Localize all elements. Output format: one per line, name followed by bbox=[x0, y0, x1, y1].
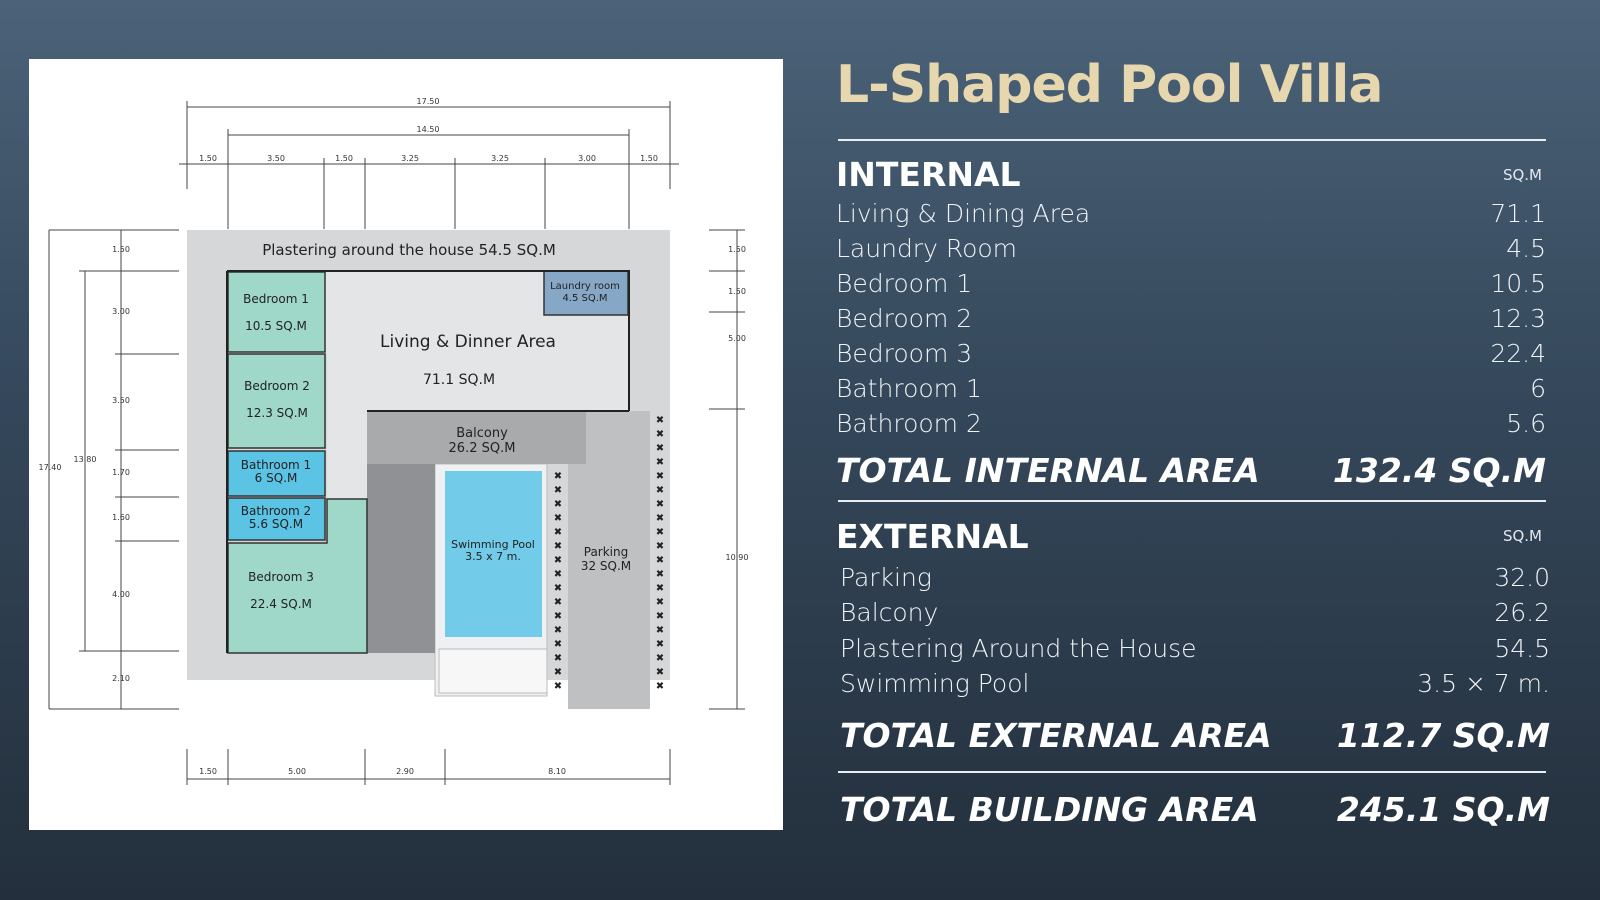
svg-text:✖: ✖ bbox=[655, 569, 665, 580]
total-external-area bbox=[840, 716, 1550, 756]
floor-plan-panel bbox=[29, 59, 783, 830]
internal-row-laundry bbox=[836, 234, 1546, 268]
bathroom1-name: Bathroom 1 bbox=[240, 458, 312, 472]
svg-text:✖: ✖ bbox=[655, 681, 665, 692]
svg-text:✖: ✖ bbox=[655, 471, 665, 482]
row-value: 26.2 bbox=[1494, 598, 1550, 627]
balcony-name: Balcony bbox=[456, 426, 508, 441]
svg-text:✖: ✖ bbox=[655, 513, 665, 524]
internal-row-living bbox=[836, 199, 1546, 233]
internal-row-bathroom1 bbox=[836, 374, 1546, 408]
dim-top-5: 3.25 bbox=[491, 154, 509, 163]
dim-top-1: 1.50 bbox=[199, 154, 217, 163]
row-value: 54.5 bbox=[1494, 634, 1550, 663]
bedroom2-name: Bedroom 2 bbox=[244, 379, 310, 393]
svg-text:✖: ✖ bbox=[655, 667, 665, 678]
dim-left-3: 3.50 bbox=[112, 396, 130, 405]
dim-bottom-2: 5.00 bbox=[288, 767, 306, 776]
svg-text:✖: ✖ bbox=[553, 569, 563, 580]
dim-left-inner: 13.80 bbox=[73, 455, 97, 464]
svg-text:✖: ✖ bbox=[655, 541, 665, 552]
svg-text:✖: ✖ bbox=[655, 597, 665, 608]
total-internal-area bbox=[836, 451, 1546, 491]
bedroom2-area: 12.3 SQ.M bbox=[246, 406, 308, 420]
row-value: 10.5 bbox=[1490, 269, 1546, 298]
total-building-area bbox=[840, 790, 1550, 830]
living-name: Living & Dinner Area bbox=[380, 332, 556, 352]
total-label: TOTAL INTERNAL AREA bbox=[836, 451, 1260, 490]
bathroom2-name: Bathroom 2 bbox=[240, 504, 312, 518]
svg-text:✖: ✖ bbox=[553, 513, 563, 524]
area-summary bbox=[836, 0, 1550, 900]
parking-area-label: 32 SQ.M bbox=[580, 559, 632, 573]
row-value: 4.5 bbox=[1506, 234, 1546, 263]
dim-top-6: 3.00 bbox=[578, 154, 596, 163]
row-label: Bedroom 3 bbox=[836, 339, 973, 368]
svg-text:✖: ✖ bbox=[655, 457, 665, 468]
row-label: Balcony bbox=[840, 598, 939, 627]
svg-text:✖: ✖ bbox=[655, 625, 665, 636]
floor-plan bbox=[29, 59, 783, 830]
total-value: 245.1 SQ.M bbox=[1336, 790, 1550, 829]
dim-top-overall: 17.50 bbox=[416, 97, 440, 106]
divider-top bbox=[838, 139, 1546, 141]
row-value: 12.3 bbox=[1490, 304, 1546, 333]
row-label: Bedroom 1 bbox=[836, 269, 973, 298]
laundry-area: 4.5 SQ.M bbox=[562, 293, 608, 304]
svg-text:✖: ✖ bbox=[553, 653, 563, 664]
dim-bottom-4: 8.10 bbox=[548, 767, 566, 776]
row-label: Bathroom 2 bbox=[836, 409, 982, 438]
row-label: Parking bbox=[840, 563, 932, 592]
svg-text:✖: ✖ bbox=[655, 527, 665, 538]
svg-text:✖: ✖ bbox=[553, 541, 563, 552]
external-heading: EXTERNAL bbox=[836, 517, 1029, 556]
row-value: 71.1 bbox=[1490, 199, 1546, 228]
bedroom3-area: 22.4 SQ.M bbox=[250, 597, 312, 611]
dim-top-4: 3.25 bbox=[401, 154, 419, 163]
svg-text:✖: ✖ bbox=[655, 499, 665, 510]
row-label: Bathroom 1 bbox=[836, 374, 982, 403]
svg-text:✖: ✖ bbox=[553, 471, 563, 482]
dim-top-7: 1.50 bbox=[640, 154, 658, 163]
external-row-parking bbox=[840, 563, 1550, 597]
dim-left-7: 2.10 bbox=[112, 674, 130, 683]
total-value: 112.7 SQ.M bbox=[1336, 716, 1550, 755]
svg-text:✖: ✖ bbox=[553, 485, 563, 496]
row-label: Laundry Room bbox=[836, 234, 1018, 263]
row-label: Living & Dining Area bbox=[836, 199, 1091, 228]
row-value: 3.5 × 7 m. bbox=[1417, 669, 1550, 698]
dim-right-1: 1.50 bbox=[728, 245, 746, 254]
svg-text:✖: ✖ bbox=[655, 653, 665, 664]
internal-unit: SQ.M bbox=[1502, 166, 1542, 184]
external-row-plastering bbox=[840, 634, 1550, 668]
dim-left-1: 1.50 bbox=[112, 245, 130, 254]
svg-text:✖: ✖ bbox=[553, 583, 563, 594]
divider-bottom bbox=[838, 771, 1546, 773]
total-label: TOTAL BUILDING AREA bbox=[840, 790, 1259, 829]
pool-name: Swimming Pool bbox=[451, 538, 535, 551]
internal-row-bedroom2 bbox=[836, 304, 1546, 338]
row-label: Plastering Around the House bbox=[840, 634, 1197, 663]
pool-deck-steps bbox=[439, 649, 547, 693]
bedroom1-area: 10.5 SQ.M bbox=[245, 319, 307, 333]
dim-left-2: 3.00 bbox=[112, 307, 130, 316]
dim-top-inner: 14.50 bbox=[416, 125, 440, 134]
bedroom3-name: Bedroom 3 bbox=[248, 570, 314, 584]
balcony-area-label: 26.2 SQ.M bbox=[448, 441, 516, 456]
bathroom2-area: 5.6 SQ.M bbox=[248, 517, 304, 531]
svg-text:✖: ✖ bbox=[655, 443, 665, 454]
external-row-pool bbox=[840, 669, 1550, 703]
laundry-name: Laundry room bbox=[550, 281, 620, 292]
pool-area: 3.5 x 7 m. bbox=[465, 550, 521, 563]
internal-row-bathroom2 bbox=[836, 409, 1546, 443]
dim-bottom-1: 1.50 bbox=[199, 767, 217, 776]
row-value: 6 bbox=[1530, 374, 1546, 403]
row-value: 5.6 bbox=[1506, 409, 1546, 438]
svg-text:✖: ✖ bbox=[553, 639, 563, 650]
page-title: L-Shaped Pool Villa bbox=[836, 55, 1383, 115]
living-area: 71.1 SQ.M bbox=[422, 372, 496, 388]
divider-middle bbox=[838, 500, 1546, 502]
external-unit: SQ.M bbox=[1502, 527, 1542, 545]
row-value: 32.0 bbox=[1494, 563, 1550, 592]
plastering-label: Plastering around the house 54.5 SQ.M bbox=[262, 241, 556, 259]
parking-name: Parking bbox=[583, 545, 629, 559]
dim-bottom-3: 2.90 bbox=[396, 767, 414, 776]
bathroom1-area: 6 SQ.M bbox=[254, 471, 298, 485]
svg-text:✖: ✖ bbox=[655, 583, 665, 594]
total-value: 132.4 SQ.M bbox=[1332, 451, 1546, 490]
svg-text:✖: ✖ bbox=[655, 485, 665, 496]
svg-text:✖: ✖ bbox=[655, 639, 665, 650]
svg-text:✖: ✖ bbox=[553, 555, 563, 566]
svg-text:✖: ✖ bbox=[655, 415, 665, 426]
dim-top-3: 1.50 bbox=[335, 154, 353, 163]
bedroom1-room bbox=[228, 272, 325, 352]
dim-top-2: 3.50 bbox=[267, 154, 285, 163]
dim-left-4: 1.70 bbox=[112, 468, 130, 477]
external-row-balcony bbox=[840, 598, 1550, 632]
svg-text:✖: ✖ bbox=[553, 625, 563, 636]
bedroom2-room bbox=[228, 354, 325, 448]
svg-text:✖: ✖ bbox=[553, 667, 563, 678]
svg-text:✖: ✖ bbox=[553, 527, 563, 538]
bedroom1-name: Bedroom 1 bbox=[243, 292, 309, 306]
svg-text:✖: ✖ bbox=[553, 681, 563, 692]
svg-text:✖: ✖ bbox=[655, 611, 665, 622]
svg-text:✖: ✖ bbox=[553, 597, 563, 608]
total-label: TOTAL EXTERNAL AREA bbox=[840, 716, 1272, 755]
row-label: Swimming Pool bbox=[840, 669, 1030, 698]
dim-right-2: 1.50 bbox=[728, 287, 746, 296]
internal-heading: INTERNAL bbox=[836, 155, 1021, 194]
dim-left-6: 4.00 bbox=[112, 590, 130, 599]
dim-left-5: 1.60 bbox=[112, 513, 130, 522]
row-value: 22.4 bbox=[1490, 339, 1546, 368]
dim-right-4: 10.90 bbox=[725, 553, 749, 562]
internal-row-bedroom3 bbox=[836, 339, 1546, 373]
svg-text:✖: ✖ bbox=[655, 555, 665, 566]
internal-row-bedroom1 bbox=[836, 269, 1546, 303]
svg-text:✖: ✖ bbox=[553, 611, 563, 622]
dim-left-outer: 17.40 bbox=[38, 463, 62, 472]
svg-text:✖: ✖ bbox=[655, 429, 665, 440]
svg-text:✖: ✖ bbox=[553, 499, 563, 510]
row-label: Bedroom 2 bbox=[836, 304, 973, 333]
dim-right-3: 5.00 bbox=[728, 334, 746, 343]
